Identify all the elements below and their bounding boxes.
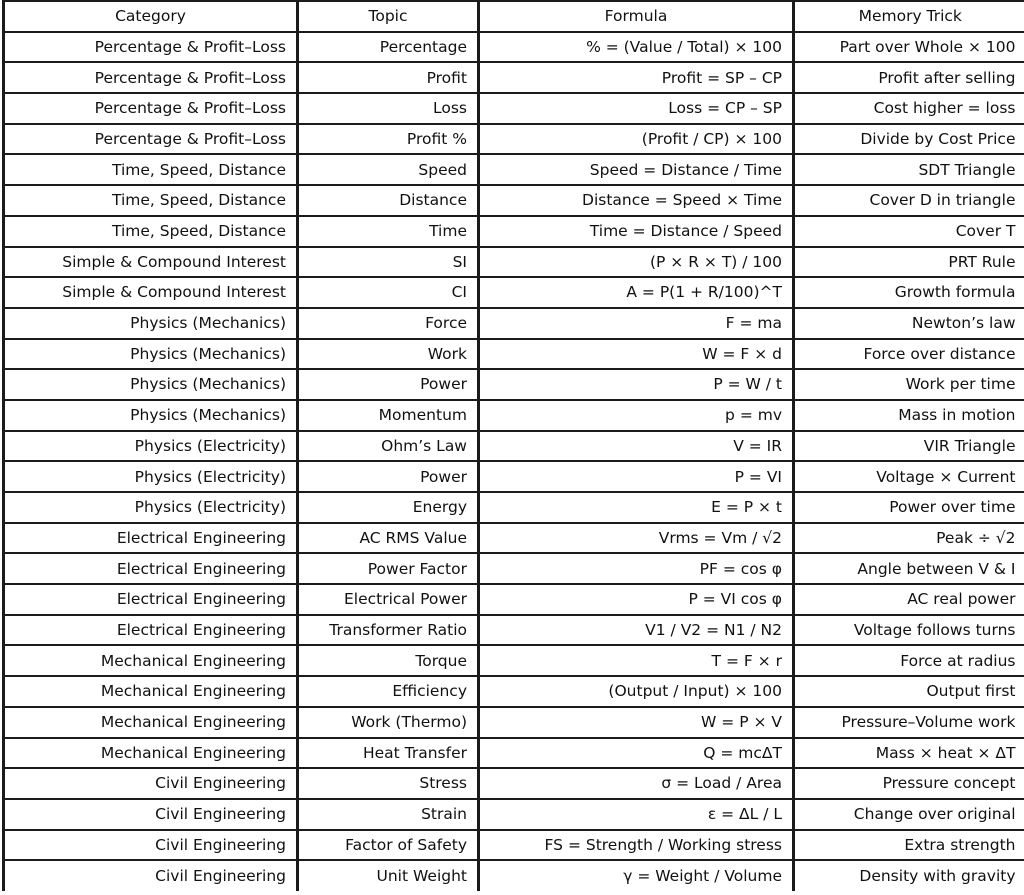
- cell-formula: A = P(1 + R/100)^T: [479, 277, 794, 308]
- cell-formula: Q = mcΔT: [479, 738, 794, 769]
- cell-formula: σ = Load / Area: [479, 768, 794, 799]
- cell-topic: Power: [298, 369, 479, 400]
- cell-formula: T = F × r: [479, 645, 794, 676]
- cell-topic: Transformer Ratio: [298, 615, 479, 646]
- cell-formula: γ = Weight / Volume: [479, 860, 794, 891]
- table-row: [4, 738, 1024, 769]
- cell-formula: (P × R × T) / 100: [479, 247, 794, 278]
- cell-category: Electrical Engineering: [4, 523, 298, 554]
- cell-formula: Distance = Speed × Time: [479, 185, 794, 216]
- cell-topic: Electrical Power: [298, 584, 479, 615]
- cell-trick: Mass in motion: [794, 400, 1024, 431]
- cell-category: Time, Speed, Distance: [4, 154, 298, 185]
- table-row: [4, 369, 1024, 400]
- table-row: [4, 615, 1024, 646]
- table-row: [4, 645, 1024, 676]
- cell-formula: FS = Strength / Working stress: [479, 830, 794, 861]
- cell-trick: Voltage × Current: [794, 461, 1024, 492]
- cell-category: Mechanical Engineering: [4, 707, 298, 738]
- cell-topic: Percentage: [298, 32, 479, 63]
- cell-topic: Energy: [298, 492, 479, 523]
- cell-category: Civil Engineering: [4, 768, 298, 799]
- formula-reference-table: [2, 0, 1024, 891]
- cell-category: Electrical Engineering: [4, 584, 298, 615]
- cell-formula: W = P × V: [479, 707, 794, 738]
- table-row: [4, 584, 1024, 615]
- table-row: [4, 93, 1024, 124]
- cell-topic: Power: [298, 461, 479, 492]
- cell-trick: Change over original: [794, 799, 1024, 830]
- table-row: [4, 860, 1024, 891]
- table-row: [4, 768, 1024, 799]
- table-row: [4, 308, 1024, 339]
- cell-formula: P = VI cos φ: [479, 584, 794, 615]
- cell-trick: VIR Triangle: [794, 431, 1024, 462]
- cell-category: Percentage & Profit–Loss: [4, 62, 298, 93]
- table-row: [4, 676, 1024, 707]
- cell-category: Physics (Mechanics): [4, 308, 298, 339]
- table-row: [4, 553, 1024, 584]
- cell-category: Electrical Engineering: [4, 615, 298, 646]
- cell-trick: Profit after selling: [794, 62, 1024, 93]
- column-header-category: Category: [4, 1, 298, 32]
- table-header-row: [4, 1, 1024, 32]
- cell-category: Percentage & Profit–Loss: [4, 124, 298, 155]
- cell-trick: Force at radius: [794, 645, 1024, 676]
- cell-category: Simple & Compound Interest: [4, 277, 298, 308]
- cell-trick: PRT Rule: [794, 247, 1024, 278]
- cell-topic: Stress: [298, 768, 479, 799]
- table-row: [4, 216, 1024, 247]
- cell-trick: Voltage follows turns: [794, 615, 1024, 646]
- cell-topic: Profit: [298, 62, 479, 93]
- cell-trick: Peak ÷ √2: [794, 523, 1024, 554]
- table-row: [4, 247, 1024, 278]
- table-row: [4, 461, 1024, 492]
- cell-formula: P = VI: [479, 461, 794, 492]
- cell-trick: AC real power: [794, 584, 1024, 615]
- cell-category: Percentage & Profit–Loss: [4, 32, 298, 63]
- column-header-topic: Topic: [298, 1, 479, 32]
- cell-topic: Efficiency: [298, 676, 479, 707]
- cell-formula: V1 / V2 = N1 / N2: [479, 615, 794, 646]
- cell-formula: ε = ΔL / L: [479, 799, 794, 830]
- cell-formula: Speed = Distance / Time: [479, 154, 794, 185]
- cell-topic: Work: [298, 339, 479, 370]
- cell-topic: Torque: [298, 645, 479, 676]
- cell-topic: Ohm’s Law: [298, 431, 479, 462]
- cell-trick: Cost higher = loss: [794, 93, 1024, 124]
- cell-category: Simple & Compound Interest: [4, 247, 298, 278]
- cell-trick: Work per time: [794, 369, 1024, 400]
- table-row: [4, 707, 1024, 738]
- cell-trick: Divide by Cost Price: [794, 124, 1024, 155]
- cell-category: Physics (Electricity): [4, 461, 298, 492]
- table-row: [4, 339, 1024, 370]
- table-row: [4, 277, 1024, 308]
- cell-trick: SDT Triangle: [794, 154, 1024, 185]
- cell-category: Time, Speed, Distance: [4, 185, 298, 216]
- cell-category: Civil Engineering: [4, 860, 298, 891]
- cell-formula: W = F × d: [479, 339, 794, 370]
- cell-topic: Heat Transfer: [298, 738, 479, 769]
- cell-formula: % = (Value / Total) × 100: [479, 32, 794, 63]
- table-row: [4, 400, 1024, 431]
- cell-formula: Profit = SP – CP: [479, 62, 794, 93]
- table-body: [4, 32, 1024, 891]
- cell-topic: Work (Thermo): [298, 707, 479, 738]
- table-row: [4, 154, 1024, 185]
- cell-topic: AC RMS Value: [298, 523, 479, 554]
- cell-category: Physics (Mechanics): [4, 369, 298, 400]
- cell-formula: Loss = CP – SP: [479, 93, 794, 124]
- cell-topic: Force: [298, 308, 479, 339]
- cell-formula: P = W / t: [479, 369, 794, 400]
- cell-topic: Power Factor: [298, 553, 479, 584]
- cell-formula: (Output / Input) × 100: [479, 676, 794, 707]
- cell-trick: Newton’s law: [794, 308, 1024, 339]
- cell-formula: E = P × t: [479, 492, 794, 523]
- cell-category: Physics (Mechanics): [4, 339, 298, 370]
- cell-topic: Distance: [298, 185, 479, 216]
- cell-topic: Time: [298, 216, 479, 247]
- cell-trick: Pressure–Volume work: [794, 707, 1024, 738]
- table-row: [4, 124, 1024, 155]
- cell-category: Mechanical Engineering: [4, 645, 298, 676]
- cell-topic: Momentum: [298, 400, 479, 431]
- cell-topic: Speed: [298, 154, 479, 185]
- cell-topic: SI: [298, 247, 479, 278]
- cell-category: Civil Engineering: [4, 830, 298, 861]
- cell-trick: Growth formula: [794, 277, 1024, 308]
- cell-trick: Pressure concept: [794, 768, 1024, 799]
- cell-category: Mechanical Engineering: [4, 676, 298, 707]
- table-row: [4, 523, 1024, 554]
- cell-topic: Factor of Safety: [298, 830, 479, 861]
- cell-category: Physics (Electricity): [4, 492, 298, 523]
- cell-topic: Loss: [298, 93, 479, 124]
- cell-trick: Force over distance: [794, 339, 1024, 370]
- column-header-memory-trick: Memory Trick: [794, 1, 1024, 32]
- table-row: [4, 492, 1024, 523]
- cell-category: Percentage & Profit–Loss: [4, 93, 298, 124]
- table-row: [4, 830, 1024, 861]
- cell-category: Physics (Mechanics): [4, 400, 298, 431]
- cell-trick: Power over time: [794, 492, 1024, 523]
- table-row: [4, 32, 1024, 63]
- cell-trick: Cover D in triangle: [794, 185, 1024, 216]
- column-header-formula: Formula: [479, 1, 794, 32]
- table-row: [4, 185, 1024, 216]
- cell-category: Physics (Electricity): [4, 431, 298, 462]
- cell-trick: Output first: [794, 676, 1024, 707]
- table-row: [4, 62, 1024, 93]
- cell-trick: Angle between V & I: [794, 553, 1024, 584]
- cell-category: Time, Speed, Distance: [4, 216, 298, 247]
- cell-category: Mechanical Engineering: [4, 738, 298, 769]
- cell-formula: PF = cos φ: [479, 553, 794, 584]
- cell-trick: Cover T: [794, 216, 1024, 247]
- cell-category: Electrical Engineering: [4, 553, 298, 584]
- table-header: [4, 1, 1024, 32]
- cell-formula: F = ma: [479, 308, 794, 339]
- table-row: [4, 799, 1024, 830]
- cell-trick: Density with gravity: [794, 860, 1024, 891]
- cell-formula: p = mv: [479, 400, 794, 431]
- cell-trick: Mass × heat × ΔT: [794, 738, 1024, 769]
- cell-formula: (Profit / CP) × 100: [479, 124, 794, 155]
- cell-topic: CI: [298, 277, 479, 308]
- cell-topic: Strain: [298, 799, 479, 830]
- cell-category: Civil Engineering: [4, 799, 298, 830]
- cell-formula: Vrms = Vm / √2: [479, 523, 794, 554]
- cell-formula: V = IR: [479, 431, 794, 462]
- table-row: [4, 431, 1024, 462]
- cell-trick: Part over Whole × 100: [794, 32, 1024, 63]
- cell-topic: Profit %: [298, 124, 479, 155]
- cell-trick: Extra strength: [794, 830, 1024, 861]
- cell-formula: Time = Distance / Speed: [479, 216, 794, 247]
- cell-topic: Unit Weight: [298, 860, 479, 891]
